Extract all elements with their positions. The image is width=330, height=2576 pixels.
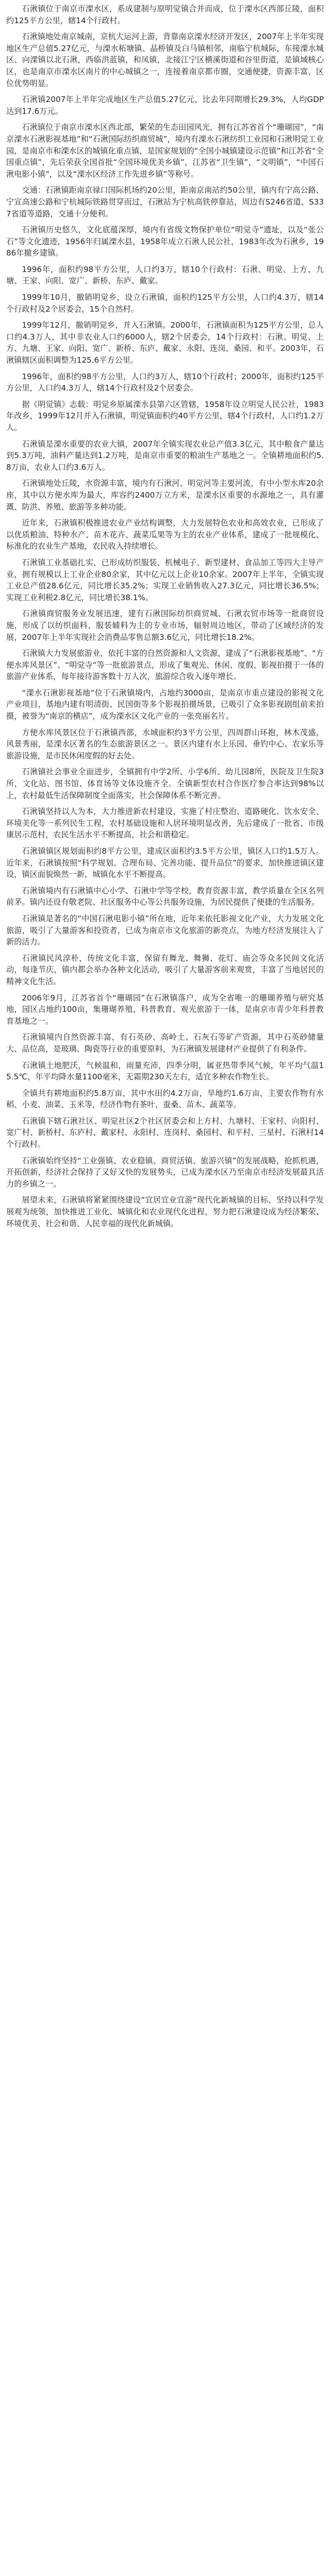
paragraph-2: 石湫镇地处南京城南，京杭大运河上游，背靠南京溧水经济开发区，2007年上半年实现地区生产总值5.27亿元，与溧水柘塘镇、晶桥镇及白马镇相邻，南临宁杭城际，东接溧水城区、向溧镇以北石湫，西临洪蓝镇，和凤镇，北接江宁区横溪街道和谷里街道，是镇域核心区，也是南京市溧水区南片的中心城镇之一，连接着南京都市圈，交通便捷，资源丰富，区位优势明显。: [6, 32, 324, 88]
paragraph-32: 展望未来，石湫镇将紧紧围绕建设“宜居宜业宜游”现代化新城镇的目标，坚持以科学发展观为统领，加快推进工业化、城镇化和农业现代化进程，努力把石湫建设成为经济繁荣、环境优美、社会和谐、人民幸福的现代化新城镇。: [6, 1195, 324, 1228]
paragraph-1: 石湫镇位于南京市溧水区，系成建制与原明觉镇合并而成，位于溧水区西部丘陵，面积约125平方公里，辖14个行政村。: [6, 4, 324, 25]
paragraph-6: 石湫镇历史悠久，文化底蕴深厚，境内有省级文物保护单位“明觉寺”遗址，以及“张公石”等文化遗迹，1956年归属溧水县，1958年成立石湫人民公社，1983年改为石湫乡，1986年撤乡建镇。: [6, 225, 324, 258]
paragraph-30: 石湫镇下辖石湫社区、明觉社区2个社区居委会和上方村、九塘村、王家村、向阳村、宽广村、新桥村、东庐村、戴家村、永阳村、连岗村、桑园村、和平村、三星村、石湫村14个行政村。: [6, 1116, 324, 1149]
paragraph-17: 石湫镇大力发展旅游业，依托丰富的自然资源和人文资源，建成了“石湫影视基地”、“方便水库风景区”、“明觉寺”等一批旅游景点，形成了集观光、休闲、度假、影视拍摄于一体的旅游产业体系，每年接待游客数十万人次，旅游综合收入逐年增长。: [6, 649, 324, 682]
paragraph-12: 石湫镇是溧水重要的农业大镇，2007年全镇实现农业总产值3.3亿元，其中粮食产量达到5.3万吨，油料产量达到1.2万吨，是南京市重要的粮油生产基地之一。全镇耕地面积约5.8万亩，农业人口约3.6万人。: [6, 439, 324, 472]
paragraph-7: 1996年，面积约98平方公里，人口约3万，辖10个行政村：石湫、明觉、上方、九塘、王家、向阳、宽广、新桥、东庐、戴家。: [6, 264, 324, 286]
paragraph-5: 交通：石湫镇距南京禄口国际机场约20公里，距南京南站约50公里，镇内有宁高公路、宁宣高速公路和宁杭城际铁路贯穿而过，石湫站为宁杭高铁停靠站，周边有S246省道、S337省道等道路，交通十分便利。: [6, 185, 324, 218]
paragraph-3: 石湫镇2007年上半年完成地区生产总值5.27亿元，比去年同期增长29.3%，人均GDP达到17.6万元。: [6, 95, 324, 116]
paragraph-10: 1996年，面积约98平方公里，人口约3万人，辖10个行政村；2000年，面积约125平方公里，人口约4.3万人，辖14个行政村及2个居委会。: [6, 371, 324, 393]
article-body: [0, 0, 330, 1229]
paragraph-9: 1999年12月，撤销明觉乡，并入石湫镇。2000年，石湫镇面积为125平方公里，总人口约4.3万人，其中非农业人口约6000人，辖2个居委会，14个行政村：石湫、明觉、上方、九塘、王家、向阳、宽广、新桥、东庐、戴家、永阳、连岗、桑园、和平。2003年，石湫镇辖区面积调整为125.6平方公里。: [6, 320, 324, 365]
paragraph-19: 方便水库风景区位于石湫镇西部，水域面积约3平方公里，四周群山环抱，林木茂盛，风景秀丽，是溧水区著名的生态旅游景区之一。景区内建有水上乐园、垂钓中心、农家乐等旅游设施，是市民休闲度假的好去处。: [6, 727, 324, 760]
paragraph-20: 石湫镇社会事业全面进步，全镇拥有中学2所、小学6所、幼儿园8所，医院及卫生院3所，文化站、图书馆、体育场等文体设施齐全。全镇新型农村合作医疗参合率达到98%以上，农村最低生活保障制度全面落实，社会保障体系不断完善。: [6, 767, 324, 800]
paragraph-13: 石湫镇地处丘陵，水资源丰富，境内有石湫河、明觉河等主要河流，有中小型水库20余座，其中以方便水库为最大，库容约2400万立方米，是溧水区重要的水源地之一，具有灌溉、防洪、养殖、旅游等多种功能。: [6, 479, 324, 512]
paragraph-11: 据《明觉镇》志载：明觉乡原属溧水县第六区管辖，1958年设立明觉人民公社，1983年改乡，1999年12月并入石湫镇，明觉镇面积约40平方公里，辖4个行政村，人口约1.2万人。: [6, 399, 324, 432]
paragraph-25: 石湫镇民风淳朴，传统文化丰富，保留有舞龙、舞狮、花灯、庙会等众多民间文化活动，每逢节庆，镇内都会举办各种文化活动，吸引了大量游客前来观赏，丰富了当地居民的精神文化生活。: [6, 953, 324, 986]
paragraph-14: 近年来，石湫镇积极推进农业产业结构调整，大力发展特色农业和高效农业，已形成了以优质粮油、特种水产、苗木花卉、蔬菜瓜果等为主的农业产业体系，建成了一批规模化、标准化的农业生产基地，农民收入持续增长。: [6, 518, 324, 551]
paragraph-15: 石湫镇工业基础扎实，已形成纺织服装、机械电子、新型建材、食品加工等四大主导产业，拥有规模以上工业企业80余家，其中亿元以上企业10余家。2007年上半年，全镇实现工业总产值28.6亿元，同比增长35.2%；实现工业销售收入27.3亿元，同比增长36.5%；实现工业利税2.8亿元，同比增长38.1%。: [6, 557, 324, 602]
paragraph-28: 石湫镇土地肥沃，气候温和，雨量充沛，四季分明，属亚热带季风气候，年平均气温15.5℃，年平均降水量1100毫米，无霜期230天左右，适宜多种农作物生长。: [6, 1060, 324, 1082]
paragraph-22: 石湫镇镇区规划面积约8平方公里，建成区面积约3.5平方公里，镇区人口约1.5万人。近年来，石湫镇按照“科学规划、合理布局、完善功能、提升品位”的要求，加快推进镇区建设，镇区面貌焕然一新，城镇化水平不断提高。: [6, 846, 324, 879]
paragraph-21: 石湫镇坚持以人为本，大力推进新农村建设，实施了村庄整治、道路硬化、饮水安全、环境美化等一系列民生工程，农村基础设施和人居环境明显改善，先后建成了一批省、市级康居示范村，农民生活水平不断提高，社会和谐稳定。: [6, 807, 324, 840]
paragraph-29: 全镇共有耕地面积约5.8万亩，其中水田约4.2万亩，旱地约1.6万亩，主要农作物有水稻、小麦、油菜、玉米等，经济作物有茶叶、蚕桑、苗木、蔬菜等。: [6, 1088, 324, 1110]
paragraph-18: “溧水石湫影视基地”位于石湫镇境内，占地约3000亩，是南京市重点建设的影视文化产业项目，基地内建有明清街、民国街等多个影视拍摄场景，已吸引了众多影视剧组前来拍摄，被誉为“南京的横店”，成为溧水区文化产业的一张亮丽名片。: [6, 688, 324, 721]
paragraph-4: 石湫镇位于南京市溧水区西北部，繁荣的生态田园风光，拥有江苏省首个“珊瑚园”，“南京溧水石湫影视基地”和“石湫国际纺织商贸城”，境内有溧水石湫纺织工业园和石湫明觉工业园，是南京市和溧水区的城镇化重点镇，是国家规划的“全国小城镇建设示范镇”和江苏省“全国重点镇”，先后荣获全国首批“全国环境优美乡镇”，江苏省“卫生镇”，“文明镇”，“中国石湫电影小镇”，以及“溧水区经济工作先进乡镇”等称号。: [6, 123, 324, 179]
paragraph-24: 石湫镇是著名的“中国石湫电影小镇”所在地，近年来依托影视文化产业，大力发展文化旅游，吸引了大量游客和投资者，已成为南京市文化旅游的新亮点，为地方经济发展注入了新的活力。: [6, 913, 324, 947]
paragraph-16: 石湫镇商贸服务业发展迅速，建有石湫国际纺织商贸城、石湫农贸市场等一批商贸设施，形成了以纺织面料、服装辅料为主的专业市场，辐射周边地区，带动了区域经济的发展，2007年上半年实现社会消费品零售总额3.6亿元，同比增长18.2%。: [6, 609, 324, 642]
paragraph-23: 石湫镇境内有石湫镇中心小学、石湫中学等学校，教育资源丰富，教学质量在全区名列前茅。镇内还设有敬老院、社区服务中心等公共服务设施，为居民提供了便捷的生活服务。: [6, 886, 324, 907]
paragraph-26: 2006年9月，江苏省首个“珊瑚园”在石湫镇落户，成为全省唯一的珊瑚养殖与研究基地，园区占地约100亩，集珊瑚养殖、科普教育、观光旅游于一体，是南京市青少年科普教育基地之一。: [6, 993, 324, 1026]
paragraph-27: 石湫镇境内自然资源丰富，有石英砂、高岭土、石灰石等矿产资源，其中石英砂储量大、品位高，是玻璃、陶瓷等行业的重要原料，为石湫镇发展建材产业提供了有利条件。: [6, 1032, 324, 1054]
paragraph-31: 石湫镇始终坚持“工业强镇、农业稳镇、商贸活镇、旅游兴镇”的发展战略，抢抓机遇，开拓创新，经济社会保持了又好又快的发展势头，已成为溧水区乃至南京市经济发展最具活力的乡镇之一。: [6, 1156, 324, 1189]
paragraph-8: 1999年10月，撤销明觉乡，设立石湫镇，面积约125平方公里，人口约4.3万，辖14个行政村及2个居委会，15个自然村。: [6, 293, 324, 314]
